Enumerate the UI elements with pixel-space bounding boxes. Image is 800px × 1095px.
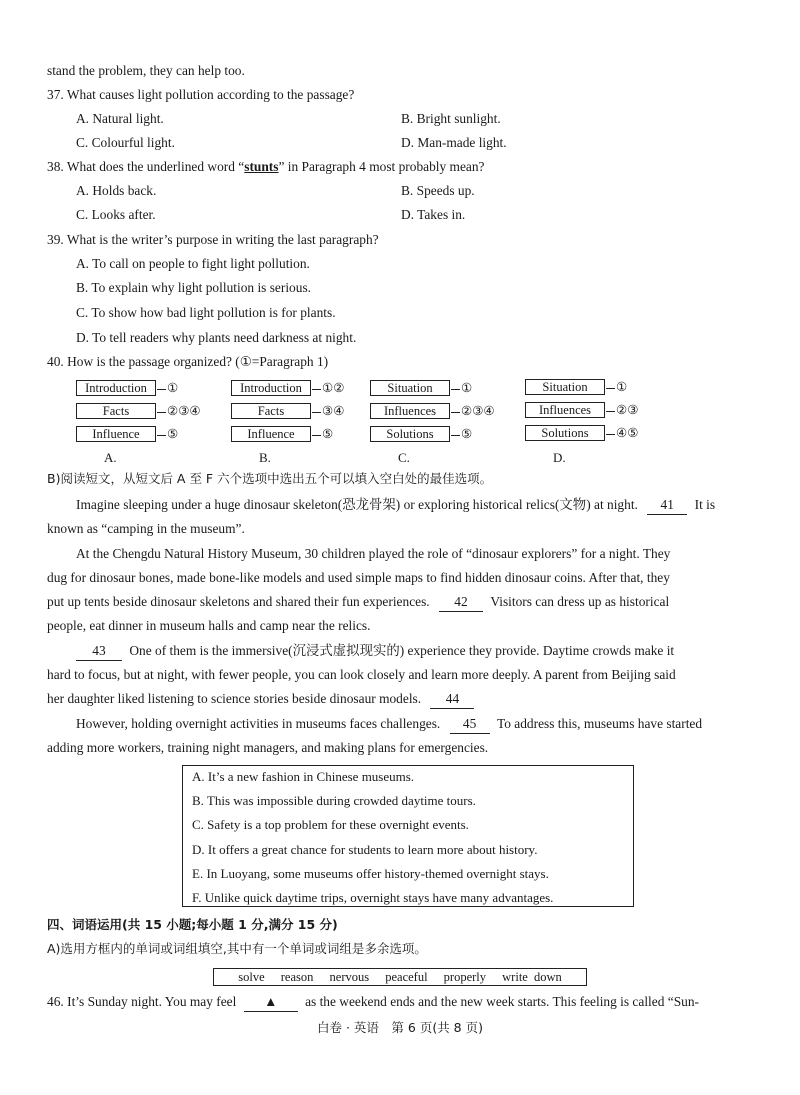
passage-text: To address this, museums have started	[496, 716, 703, 731]
question-number: 38.	[47, 159, 64, 174]
passage-line	[47, 593, 669, 612]
paragraph-marks: ①	[616, 380, 628, 394]
option: B. To explain why light pollution is serious.	[76, 280, 312, 295]
question-37	[47, 86, 354, 104]
paragraph-marks: ⑤	[322, 427, 334, 441]
structure-diagram-c	[370, 380, 510, 465]
word-bank-item: properly	[443, 970, 487, 984]
passage-line: At the Chengdu Natural History Museum, 30 children played the role of “dinosaur explorers” for a night. They	[76, 546, 671, 561]
question-39	[47, 231, 379, 249]
diagram-connector	[606, 426, 638, 440]
option: D. Man-made light.	[401, 135, 507, 150]
passage-line	[76, 496, 715, 515]
question-text: What does the underlined word “	[66, 159, 245, 174]
diagram-connector	[312, 427, 333, 441]
passage-line: people, eat dinner in museum halls and camp near the relics.	[47, 618, 371, 633]
choice-item: A. It’s a new fashion in Chinese museums.	[192, 769, 415, 784]
option: C. To show how bad light pollution is for plants.	[76, 305, 336, 320]
option: B. Bright sunlight.	[401, 111, 501, 126]
question-number: 37.	[47, 87, 64, 102]
diagram-connector	[606, 380, 627, 394]
question-text: ” in Paragraph 4 most probably mean?	[278, 159, 485, 174]
blank-43[interactable]: 43	[76, 642, 122, 661]
passage-line	[76, 642, 674, 661]
diagram-box: Facts	[231, 403, 311, 419]
blank-42[interactable]: 42	[439, 593, 483, 612]
structure-diagram-d	[525, 379, 665, 465]
diagram-box: Facts	[76, 403, 156, 419]
question-text: It’s Sunday night. You may feel	[67, 994, 237, 1009]
section-b-instructions: B)阅读短文，从短文后 A 至 F 六个选项中选出五个可以填入空白处的最佳选项。	[47, 471, 493, 486]
passage-text: One of them is the immersive(沉浸式虚拟现实的) experience they provide. Daytime crowds make it	[129, 643, 675, 658]
option: D. To tell readers why plants need darkness at night.	[76, 330, 357, 345]
choice-item: C. Safety is a top problem for these overnight events.	[192, 817, 469, 832]
paragraph-marks: ①	[461, 381, 473, 395]
passage-line: adding more workers, training night managers, and making plans for emergencies.	[47, 740, 489, 755]
diagram-box: Influences	[525, 402, 605, 418]
choice-item: F. Unlike quick daytime trips, overnight stays have many advantages.	[192, 890, 554, 905]
choice-item: B. This was impossible during crowded daytime tours.	[192, 793, 476, 808]
passage-text: Imagine sleeping under a huge dinosaur skeleton(恐龙骨架) or exploring historical relics(文物) at night.	[76, 497, 638, 512]
paragraph-marks: ②③④	[167, 404, 201, 418]
diagram-label: A.	[104, 450, 117, 465]
passage-text: Visitors can dress up as historical	[490, 594, 670, 609]
diagram-connector	[157, 404, 201, 418]
word-bank-item: reason	[280, 970, 314, 984]
diagram-connector	[451, 381, 472, 395]
blank-41[interactable]: 41	[647, 496, 687, 515]
word-bank-item: write down	[502, 970, 562, 984]
question-text: What causes light pollution according to the passage?	[66, 87, 355, 102]
passage-line: hard to focus, but at night, with fewer people, you can look closely and learn more deeply. A parent from Beijing said	[47, 667, 676, 682]
passage-text: her daughter liked listening to science stories beside dinosaur models.	[47, 691, 422, 706]
option: B. Speeds up.	[401, 183, 475, 198]
diagram-connector	[157, 427, 178, 441]
passage-line: dug for dinosaur bones, made bone-like models and used simple maps to find hidden dinosaur coins. After that, they	[47, 570, 670, 585]
choices-box	[182, 765, 634, 907]
blank-44[interactable]: 44	[430, 690, 474, 709]
option: A. Holds back.	[76, 183, 157, 198]
question-number: 39.	[47, 232, 64, 247]
section-4-title: 四、词语运用(共 15 小题;每小题 1 分,满分 15 分)	[47, 917, 338, 932]
diagram-box: Solutions	[525, 425, 605, 441]
diagram-box: Introduction	[76, 380, 156, 396]
question-number: 46.	[47, 994, 64, 1009]
diagram-box: Situation	[370, 380, 450, 396]
option: C. Looks after.	[76, 207, 156, 222]
question-text: as the weekend ends and the new week starts. This feeling is called “Sun-	[305, 994, 699, 1009]
option: C. Colourful light.	[76, 135, 175, 150]
word-bank-item: peaceful	[385, 970, 428, 984]
choice-item: E. In Luoyang, some museums offer history-themed overnight stays.	[192, 866, 549, 881]
passage-line: known as “camping in the museum”.	[47, 521, 245, 536]
paragraph-marks: ⑤	[167, 427, 179, 441]
passage-text: It is	[694, 497, 716, 512]
diagram-box: Introduction	[231, 380, 311, 396]
diagram-box: Influence	[231, 426, 311, 442]
paragraph-marks: ②③	[616, 403, 639, 417]
question-text: What is the writer’s purpose in writing the last paragraph?	[66, 232, 379, 247]
diagram-box: Solutions	[370, 426, 450, 442]
question-text: How is the passage organized? (①=Paragraph 1)	[67, 354, 329, 369]
word-bank-item: solve	[238, 970, 265, 984]
paragraph-marks: ②③④	[461, 404, 495, 418]
underlined-word: stunts	[244, 159, 279, 174]
page-footer: 白卷 · 英语 第 6 页(共 8 页)	[317, 1020, 483, 1035]
section-4-instructions: A)选用方框内的单词或词组填空,其中有一个单词或词组是多余选项。	[47, 941, 427, 956]
diagram-connector	[312, 404, 344, 418]
paragraph-marks: ③④	[322, 404, 345, 418]
diagram-label: B.	[259, 450, 271, 465]
diagram-connector	[312, 381, 344, 395]
option: D. Takes in.	[401, 207, 466, 222]
passage-text: put up tents beside dinosaur skeletons and shared their fun experiences.	[47, 594, 430, 609]
diagram-box: Influence	[76, 426, 156, 442]
diagram-box: Influences	[370, 403, 450, 419]
diagram-label: C.	[398, 450, 410, 465]
paragraph-marks: ①②	[322, 381, 345, 395]
paragraph-marks: ④⑤	[616, 426, 639, 440]
diagram-connector	[606, 403, 638, 417]
diagram-box: Situation	[525, 379, 605, 395]
option: A. Natural light.	[76, 111, 164, 126]
choice-item: D. It offers a great chance for students to learn more about history.	[192, 842, 538, 857]
question-40	[47, 353, 328, 371]
diagram-connector	[451, 427, 472, 441]
word-bank-item: nervous	[329, 970, 370, 984]
diagram-connector	[157, 381, 178, 395]
structure-diagram-b	[231, 380, 371, 465]
passage-line	[76, 715, 702, 734]
blank-45[interactable]: 45	[450, 715, 490, 734]
question-46	[47, 993, 699, 1012]
question-number: 40.	[47, 354, 64, 369]
paragraph-marks: ⑤	[461, 427, 473, 441]
top-line: stand the problem, they can help too.	[47, 63, 245, 78]
question-38	[47, 158, 485, 176]
passage-line	[47, 690, 474, 709]
diagram-connector	[451, 404, 495, 418]
word-bank	[213, 968, 587, 986]
paragraph-marks: ①	[167, 381, 179, 395]
passage-text: However, holding overnight activities in museums faces challenges.	[76, 716, 441, 731]
answer-blank[interactable]: ▲	[244, 993, 298, 1012]
option: A. To call on people to fight light pollution.	[76, 256, 310, 271]
structure-diagram-a	[76, 380, 216, 465]
diagram-label: D.	[553, 450, 566, 465]
